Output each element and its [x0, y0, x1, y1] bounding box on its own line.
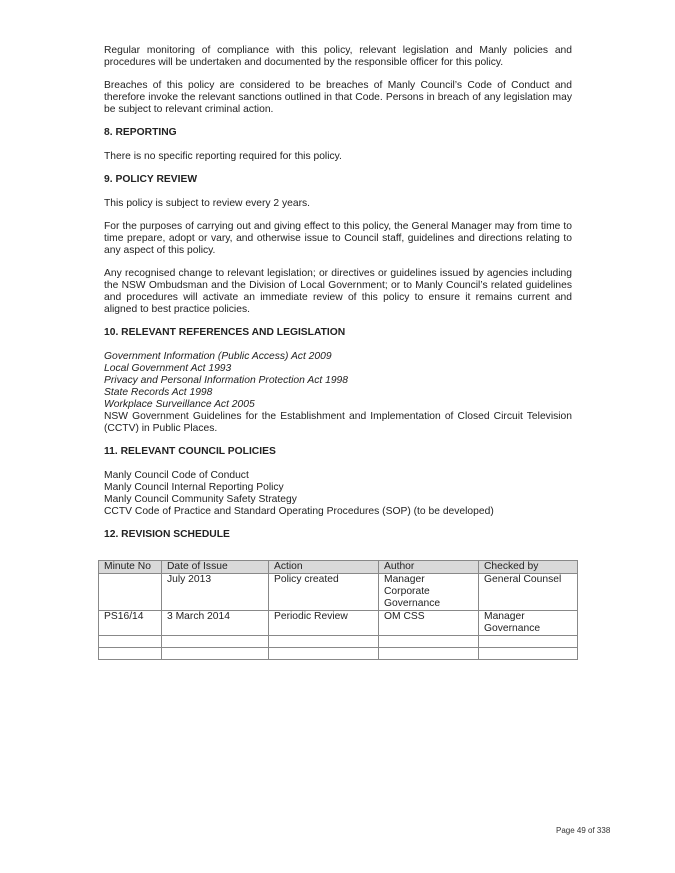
cell-author: OM CSS: [379, 611, 479, 636]
cell-minute-no: [99, 636, 162, 648]
legislation-item: Workplace Surveillance Act 2005: [104, 399, 255, 410]
cell-checked-by: [479, 648, 578, 660]
policy-item: Manly Council Community Safety Strategy: [104, 494, 297, 505]
cell-author: [379, 636, 479, 648]
monitoring-paragraph: Regular monitoring of compliance with this policy, relevant legislation and Manly policies and procedures will be undertaken and documented by the responsible officer for this policy.: [104, 45, 572, 68]
cell-action: Policy created: [269, 574, 379, 611]
legislation-list: [104, 351, 572, 435]
header-minute-no: Minute No: [99, 561, 162, 574]
cell-date-of-issue: 3 March 2014: [162, 611, 269, 636]
cell-minute-no: [99, 648, 162, 660]
cell-minute-no: [99, 574, 162, 611]
legislation-item: NSW Government Guidelines for the Establishment and Implementation of Closed Circuit Television (CCTV) in Public Places.: [104, 411, 572, 434]
section-10-heading: 10. RELEVANT REFERENCES AND LEGISLATION: [104, 327, 346, 338]
header-checked-by: Checked by: [479, 561, 578, 574]
policy-item: Manly Council Code of Conduct: [104, 470, 249, 481]
reporting-paragraph: There is no specific reporting required for this policy.: [104, 151, 342, 162]
cell-action: Periodic Review: [269, 611, 379, 636]
policy-item: CCTV Code of Practice and Standard Operating Procedures (SOP) (to be developed): [104, 506, 494, 517]
legislation-item: Privacy and Personal Information Protection Act 1998: [104, 375, 349, 386]
document-page: [104, 45, 572, 553]
legislation-item: Local Government Act 1993: [104, 363, 232, 374]
header-action: Action: [269, 561, 379, 574]
council-policies-list: [104, 470, 572, 518]
header-author: Author: [379, 561, 479, 574]
cell-minute-no: PS16/14: [99, 611, 162, 636]
change-review-paragraph: Any recognised change to relevant legislation; or directives or guidelines issued by agencies including the NSW Ombudsman and the Division of Local Government; or to Manly Council’s related guidelines and procedures will activate an immediate review of this policy to ensure it remains current and aligned to best practice policies.: [104, 268, 572, 315]
section-12-heading: 12. REVISION SCHEDULE: [104, 529, 230, 540]
cell-action: [269, 648, 379, 660]
general-manager-paragraph: For the purposes of carrying out and giving effect to this policy, the General Manager may from time to time prepare, adopt or vary, and otherwise issue to Council staff, guidelines and directions relating to any aspect of this policy.: [104, 221, 572, 256]
section-9-heading: 9. POLICY REVIEW: [104, 174, 198, 185]
cell-date-of-issue: [162, 636, 269, 648]
cell-action: [269, 636, 379, 648]
legislation-item: Government Information (Public Access) Act 2009: [104, 351, 332, 362]
cell-date-of-issue: [162, 648, 269, 660]
header-date-of-issue: Date of Issue: [162, 561, 269, 574]
revision-schedule-table: [98, 560, 578, 660]
page-number: Page 49 of 338: [556, 826, 611, 835]
cell-author: [379, 648, 479, 660]
policy-item: Manly Council Internal Reporting Policy: [104, 482, 284, 493]
table-row: [99, 574, 578, 611]
cell-checked-by: Manager Governance: [479, 611, 578, 636]
table-header-row: [99, 561, 578, 574]
review-period-paragraph: This policy is subject to review every 2 years.: [104, 198, 311, 209]
legislation-item: State Records Act 1998: [104, 387, 213, 398]
section-11-heading: 11. RELEVANT COUNCIL POLICIES: [104, 446, 276, 457]
cell-date-of-issue: July 2013: [162, 574, 269, 611]
cell-checked-by: General Counsel: [479, 574, 578, 611]
table-row: [99, 611, 578, 636]
breaches-paragraph: Breaches of this policy are considered to be breaches of Manly Council’s Code of Conduct and therefore invoke the relevant sanctions outlined in that Code. Persons in breach of any legislation may be subject to relevant criminal action.: [104, 80, 572, 115]
cell-author: Manager Corporate Governance: [379, 574, 479, 611]
cell-checked-by: [479, 636, 578, 648]
table-row: [99, 648, 578, 660]
table-row: [99, 636, 578, 648]
section-8-heading: 8. REPORTING: [104, 127, 177, 138]
